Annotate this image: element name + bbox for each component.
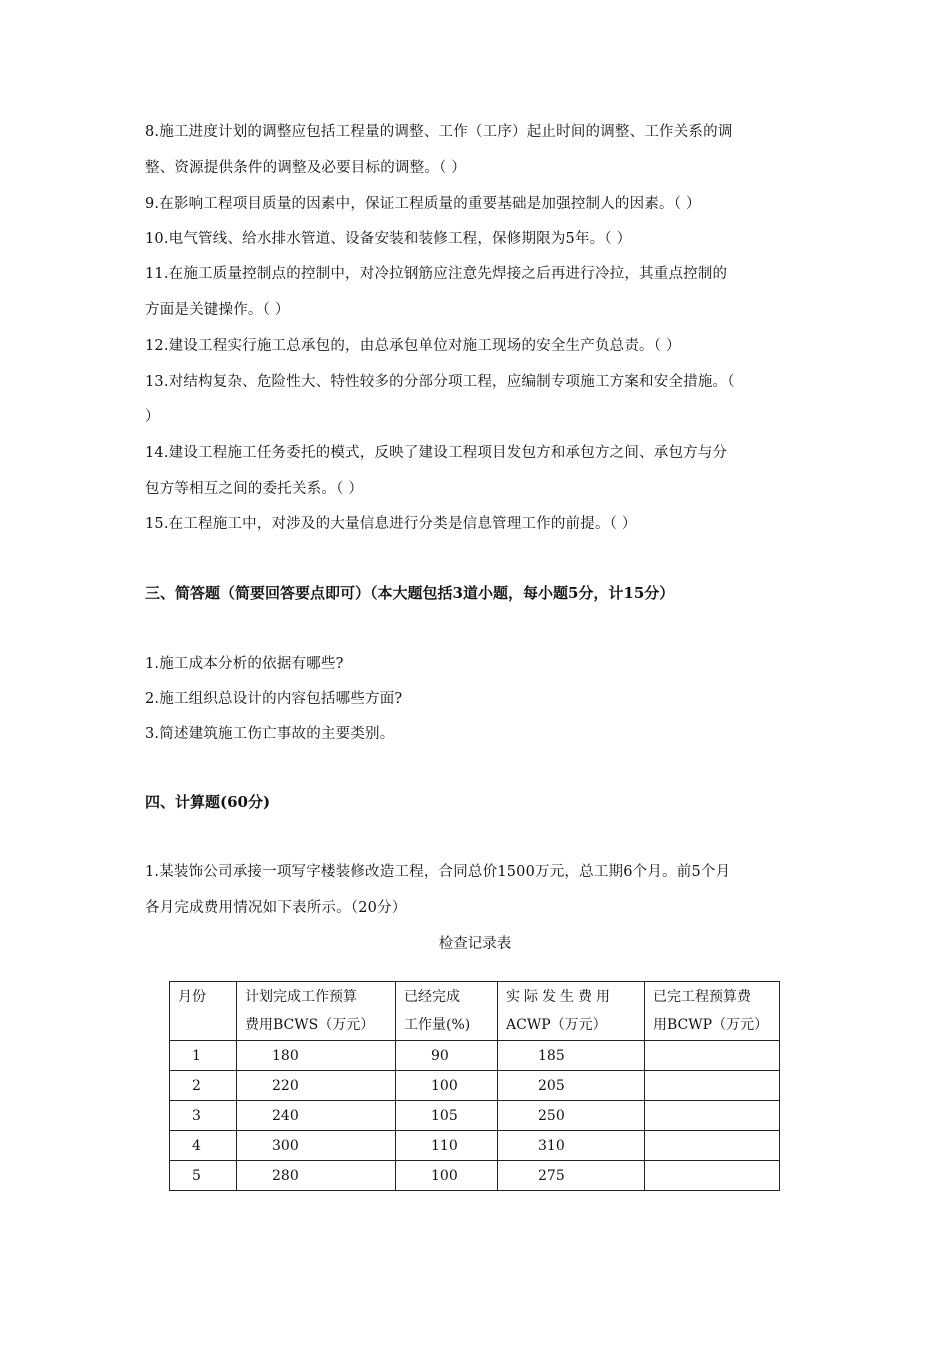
cell-acwp: 250 <box>498 1101 645 1131</box>
question-12: 12.建设工程实行施工总承包的，由总承包单位对施工现场的安全生产负总责。（ ） <box>145 338 681 354</box>
question-14-line-2: 包方等相互之间的委托关系。（ ） <box>145 481 364 497</box>
cell-bcws: 240 <box>237 1101 396 1131</box>
header-completed-line-2: 工作量(%) <box>404 1017 471 1033</box>
cell-bcwp <box>645 1161 780 1191</box>
header-acwp <box>498 982 645 1041</box>
calc-question-1-line-1: 1.某装饰公司承接一项写字楼装修改造工程，合同总价1500万元，总工期6个月。前5个月 <box>145 864 731 880</box>
header-bcws-line-2: 费用BCWS（万元） <box>245 1017 375 1033</box>
table-row <box>170 1101 780 1131</box>
header-month: 月份 <box>170 982 237 1041</box>
cell-completed: 110 <box>396 1131 498 1161</box>
question-11-line-1: 11.在施工质量控制点的控制中，对冷拉钢筋应注意先焊接之后再进行冷拉，其重点控制的 <box>145 266 728 282</box>
question-13-line-2: ） <box>145 409 160 425</box>
table-caption: 检查记录表 <box>438 936 512 952</box>
cell-month: 2 <box>170 1071 237 1101</box>
header-completed-line-1: 已经完成 <box>404 989 460 1005</box>
question-13-line-1: 13.对结构复杂、危险性大、特性较多的分部分项工程，应编制专项施工方案和安全措施。（ <box>145 374 735 390</box>
cell-acwp: 185 <box>498 1041 645 1071</box>
section-4-title: 四、计算题(60分) <box>145 793 271 811</box>
cell-month: 3 <box>170 1101 237 1131</box>
cell-month: 5 <box>170 1161 237 1191</box>
header-bcwp-line-1: 已完工程预算费 <box>653 989 751 1005</box>
table-row <box>170 1041 780 1071</box>
table-row <box>170 1071 780 1101</box>
short-question-2: 2.施工组织总设计的内容包括哪些方面? <box>145 691 403 707</box>
cell-acwp: 275 <box>498 1161 645 1191</box>
question-9: 9.在影响工程项目质量的因素中，保证工程质量的重要基础是加强控制人的因素。（ ） <box>145 196 701 212</box>
cell-bcws: 300 <box>237 1131 396 1161</box>
cell-completed: 100 <box>396 1071 498 1101</box>
header-bcwp <box>645 982 780 1041</box>
cell-bcws: 220 <box>237 1071 396 1101</box>
cell-month: 1 <box>170 1041 237 1071</box>
section-3-title: 三、简答题（简要回答要点即可）（本大题包括3道小题，每小题5分，计15分） <box>145 584 675 602</box>
cell-bcwp <box>645 1071 780 1101</box>
table-row <box>170 1161 780 1191</box>
header-bcws <box>237 982 396 1041</box>
cell-completed: 100 <box>396 1161 498 1191</box>
cell-acwp: 310 <box>498 1131 645 1161</box>
cell-bcwp <box>645 1101 780 1131</box>
question-8-line-1: 8.施工进度计划的调整应包括工程量的调整、工作（工序）起止时间的调整、工作关系的调 <box>145 124 733 140</box>
header-completed <box>396 982 498 1041</box>
table-row <box>170 1131 780 1161</box>
short-question-3: 3.简述建筑施工伤亡事故的主要类别。 <box>145 726 395 742</box>
question-11-line-2: 方面是关键操作。（ ） <box>145 302 290 318</box>
question-8-line-2: 整、资源提供条件的调整及必要目标的调整。（ ） <box>145 160 466 176</box>
header-bcws-line-1: 计划完成工作预算 <box>245 989 357 1005</box>
cell-bcwp <box>645 1041 780 1071</box>
question-15: 15.在工程施工中，对涉及的大量信息进行分类是信息管理工作的前提。（ ） <box>145 516 637 532</box>
table-header-row <box>170 982 780 1041</box>
header-acwp-line-2: ACWP（万元） <box>506 1017 607 1033</box>
cell-bcwp <box>645 1131 780 1161</box>
calc-question-1-line-2: 各月完成费用情况如下表所示。（20分） <box>145 900 407 916</box>
cell-month: 4 <box>170 1131 237 1161</box>
cell-bcws: 180 <box>237 1041 396 1071</box>
cell-acwp: 205 <box>498 1071 645 1101</box>
header-acwp-line-1: 实际发生费用 <box>506 989 614 1005</box>
cell-completed: 105 <box>396 1101 498 1131</box>
question-14-line-1: 14.建设工程施工任务委托的模式，反映了建设工程项目发包方和承包方之间、承包方与分 <box>145 445 728 461</box>
question-10: 10.电气管线、给水排水管道、设备安装和装修工程，保修期限为5年。（ ） <box>145 231 632 247</box>
short-question-1: 1.施工成本分析的依据有哪些? <box>145 656 344 672</box>
inspection-record-table <box>169 981 780 1191</box>
header-bcwp-line-2: 用BCWP（万元） <box>653 1017 769 1033</box>
cell-bcws: 280 <box>237 1161 396 1191</box>
cell-completed: 90 <box>396 1041 498 1071</box>
